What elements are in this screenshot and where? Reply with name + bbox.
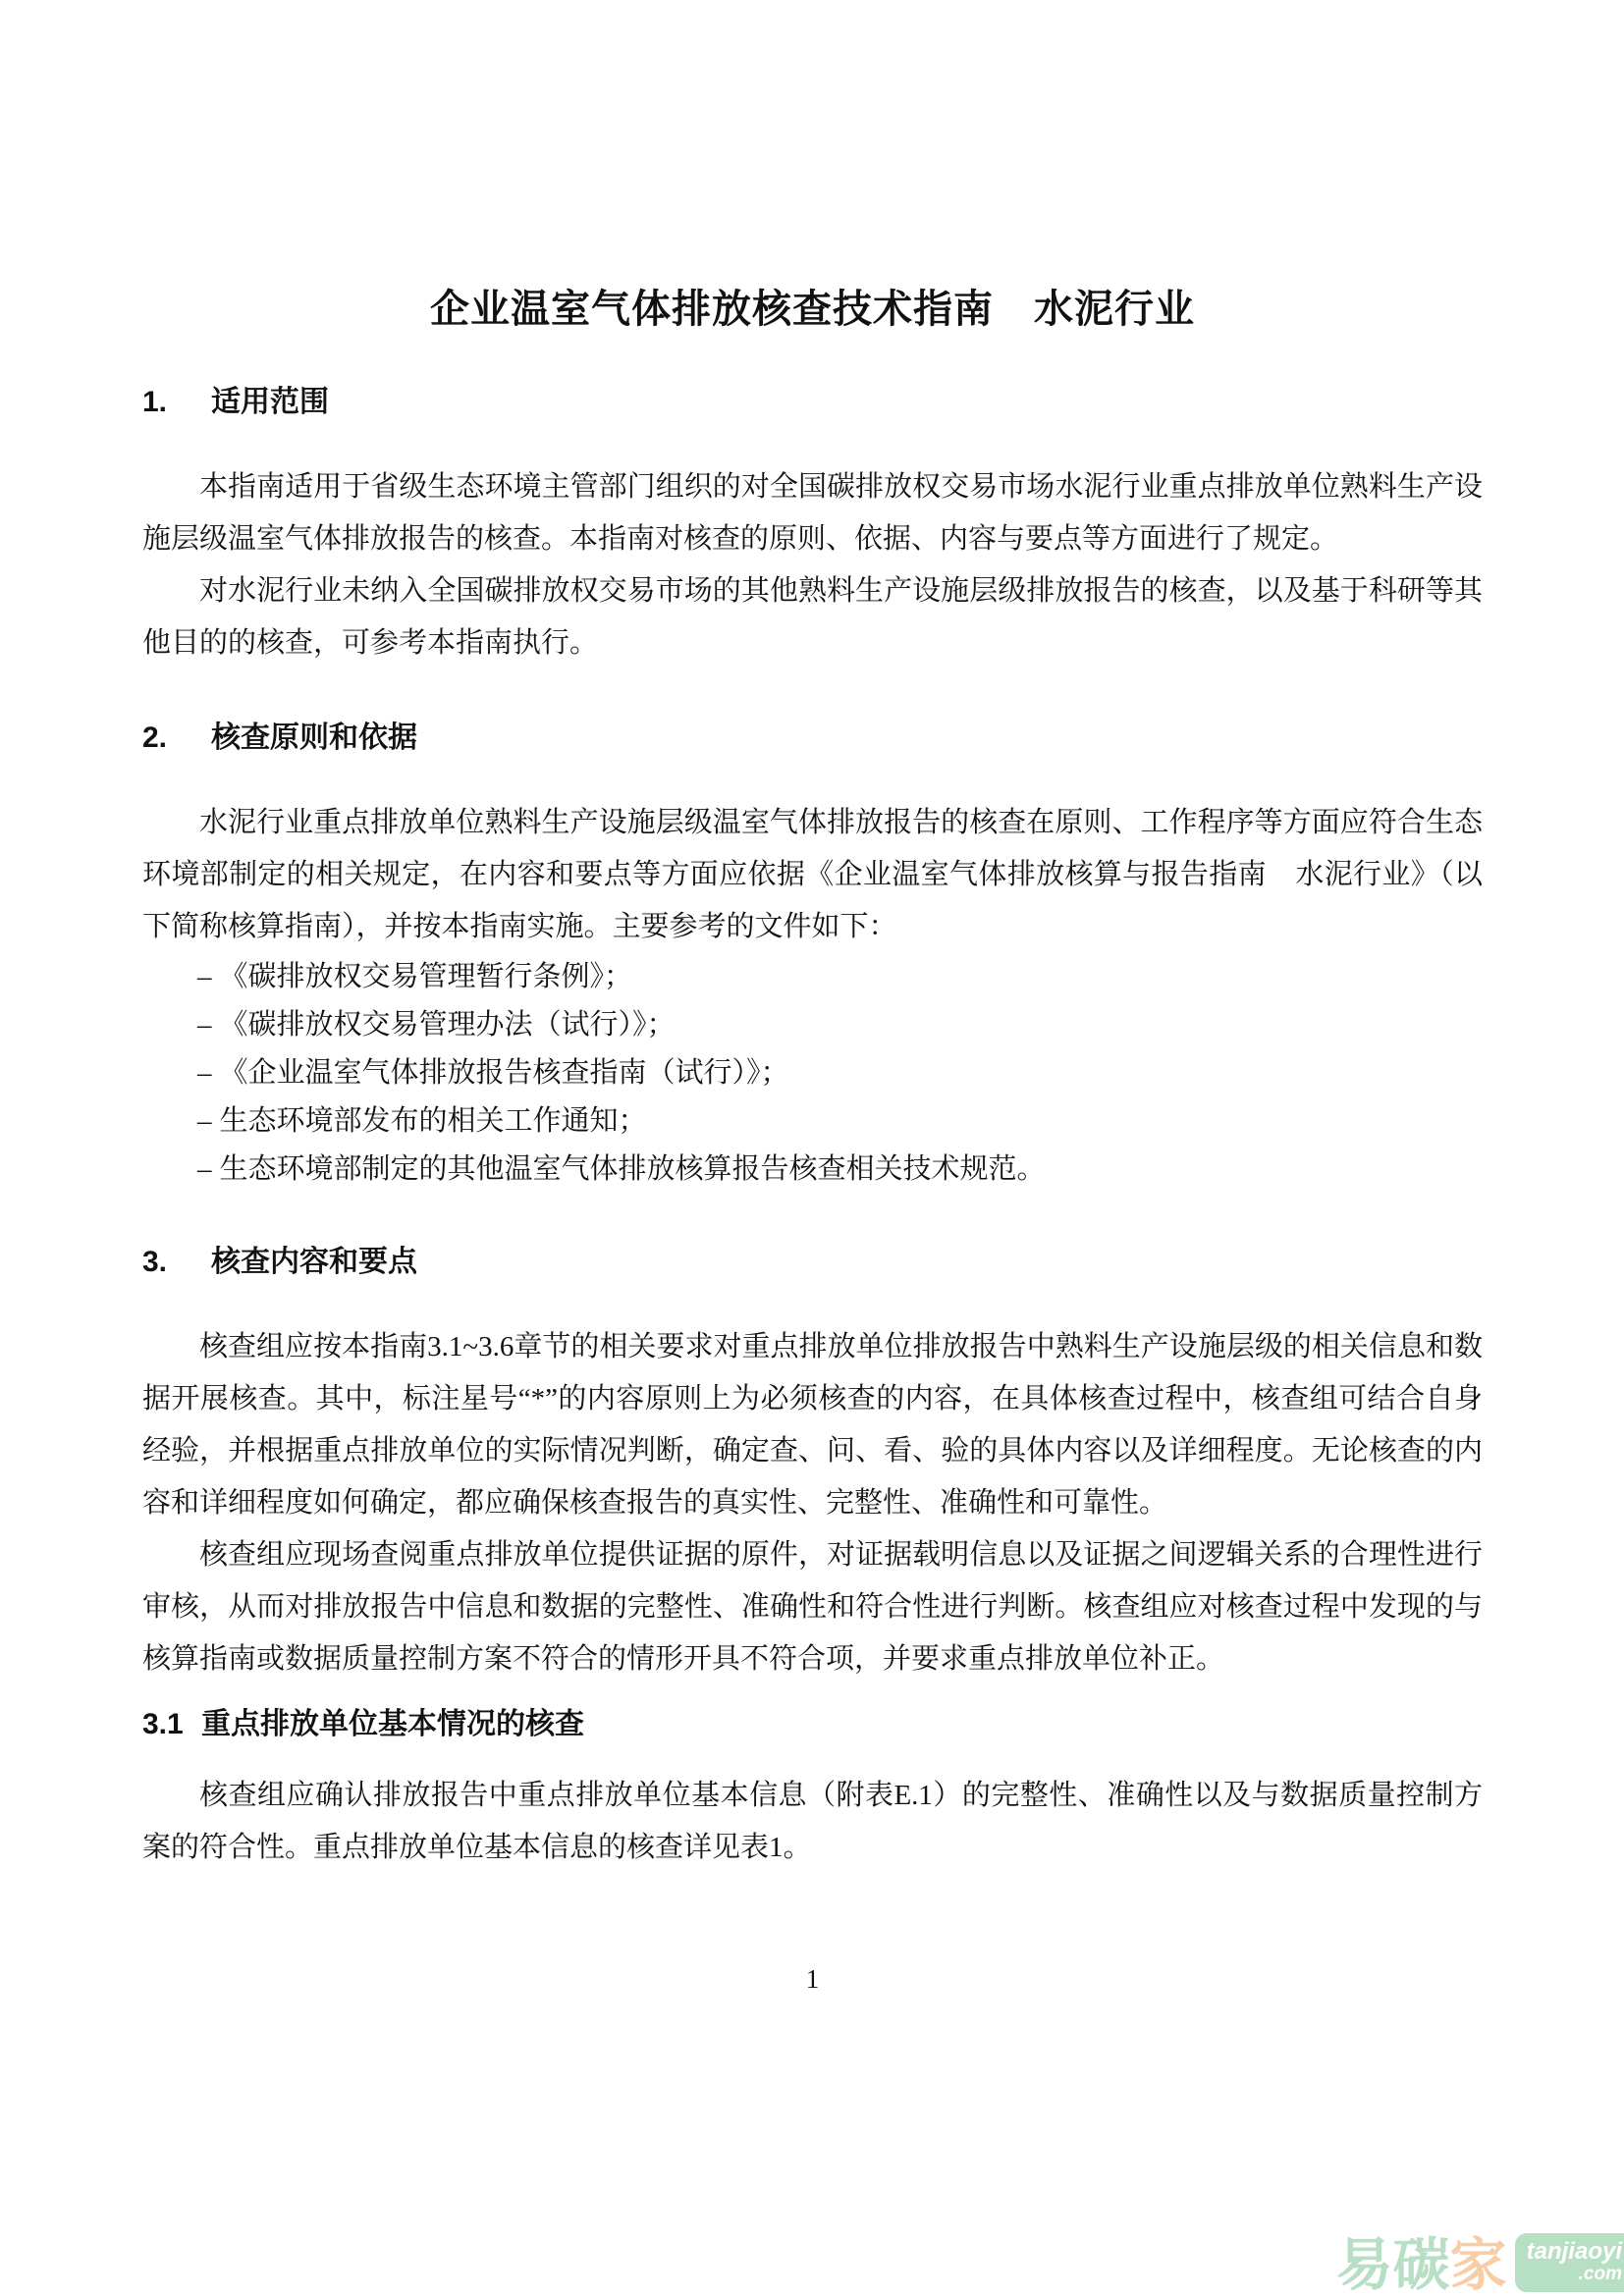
section-3-1-heading <box>142 1705 1483 1744</box>
section-2-paragraph-1: 水泥行业重点排放单位熟料生产设施层级温室气体排放报告的核查在原则、工作程序等方面应符合生态环境部制定的相关规定，在内容和要点等方面应依据《企业温室气体排放核算与报告指南 水泥行业》（以下简称核算指南），并按本指南实施。主要参考的文件如下： <box>142 807 1483 942</box>
reference-list-item-text: 《企业温室气体排放报告核查指南（试行）》； <box>219 1057 789 1089</box>
section-2-heading-label: 核查原则和依据 <box>211 721 417 754</box>
section-1-paragraph-1: 本指南适用于省级生态环境主管部门组织的对全国碳排放权交易市场水泥行业重点排放单位熟料生产设施层级温室气体排放报告的核查。本指南对核查的原则、依据、内容与要点等方面进行了规定。 <box>142 471 1483 555</box>
watermark-domain-name: tanjiaoyi <box>1526 2238 1622 2265</box>
reference-list-item <box>197 953 1483 1001</box>
watermark-char-tan: 碳 <box>1392 2233 1450 2296</box>
section-3-paragraph-1: 核查组应按本指南3.1~3.6章节的相关要求对重点排放单位排放报告中熟料生产设施层级的相关信息和数据开展核查。其中，标注星号“*”的内容原则上为必须核查的内容，在具体核查过程中，核查组可结合自身经验，并根据重点排放单位的实际情况判断，确定查、问、看、验的具体内容以及详细程度。无论核查的内容和详细程度如何确定，都应确保核查报告的真实性、完整性、准确性和可靠性。 <box>142 1331 1483 1519</box>
section-3-1-paragraph-1: 核查组应确认排放报告中重点排放单位基本信息（附表E.1）的完整性、准确性以及与数据质量控制方案的符合性。重点排放单位基本信息的核查详见表1。 <box>142 1780 1483 1863</box>
list-dash-marker: – <box>197 1057 212 1089</box>
section-3-heading <box>142 1243 1483 1282</box>
section-3 <box>142 1243 1483 1685</box>
section-1 <box>142 383 1483 669</box>
reference-list-item <box>197 1001 1483 1049</box>
list-dash-marker: – <box>197 1105 212 1137</box>
reference-list-item-text: 《碳排放权交易管理暂行条例》； <box>219 961 633 992</box>
watermark-domain-tld: .com <box>1578 2264 1622 2284</box>
page-number: 1 <box>805 1964 820 1994</box>
reference-list-item-text: 生态环境部发布的相关工作通知； <box>219 1105 647 1137</box>
watermark-char-jia: 家 <box>1449 2233 1507 2296</box>
section-3-1-heading-label: 重点排放单位基本情况的核查 <box>201 1708 584 1740</box>
section-1-paragraph-2: 对水泥行业未纳入全国碳排放权交易市场的其他熟料生产设施层级排放报告的核查，以及基于科研等其他目的的核查，可参考本指南执行。 <box>142 575 1483 659</box>
section-3-paragraph-2: 核查组应现场查阅重点排放单位提供证据的原件，对证据载明信息以及证据之间逻辑关系的合理性进行审核，从而对排放报告中信息和数据的完整性、准确性和符合性进行判断。核查组应对核查过程中发现的与核算指南或数据质量控制方案不符合的情形开具不符合项，并要求重点排放单位补正。 <box>142 1539 1483 1675</box>
watermark-char-yi: 易 <box>1335 2233 1393 2296</box>
section-3-1 <box>142 1705 1483 1874</box>
section-2-heading <box>142 719 1483 758</box>
document-title: 企业温室气体排放核查技术指南 水泥行业 <box>430 288 1195 331</box>
reference-list-item-text: 《碳排放权交易管理办法（试行）》； <box>219 1009 676 1041</box>
reference-list-item <box>197 1097 1483 1146</box>
section-1-heading-label: 适用范围 <box>211 386 329 418</box>
section-3-1-number: 3.1 <box>142 1708 184 1740</box>
section-3-heading-label: 核查内容和要点 <box>211 1246 417 1278</box>
site-watermark <box>1336 2233 1624 2296</box>
reference-list-item <box>197 1049 1483 1097</box>
list-dash-marker: – <box>197 1153 212 1185</box>
section-2-number: 2. <box>142 721 168 754</box>
list-dash-marker: – <box>197 1009 212 1041</box>
reference-list <box>197 953 1483 1194</box>
watermark-domain-badge <box>1515 2233 1624 2292</box>
section-3-number: 3. <box>142 1246 168 1278</box>
list-dash-marker: – <box>197 961 212 992</box>
section-1-heading <box>142 383 1483 422</box>
reference-list-item-text: 生态环境部制定的其他温室气体排放核算报告核查相关技术规范。 <box>219 1153 1046 1185</box>
section-2 <box>142 719 1483 1194</box>
section-1-number: 1. <box>142 386 168 418</box>
reference-list-item <box>197 1146 1483 1194</box>
